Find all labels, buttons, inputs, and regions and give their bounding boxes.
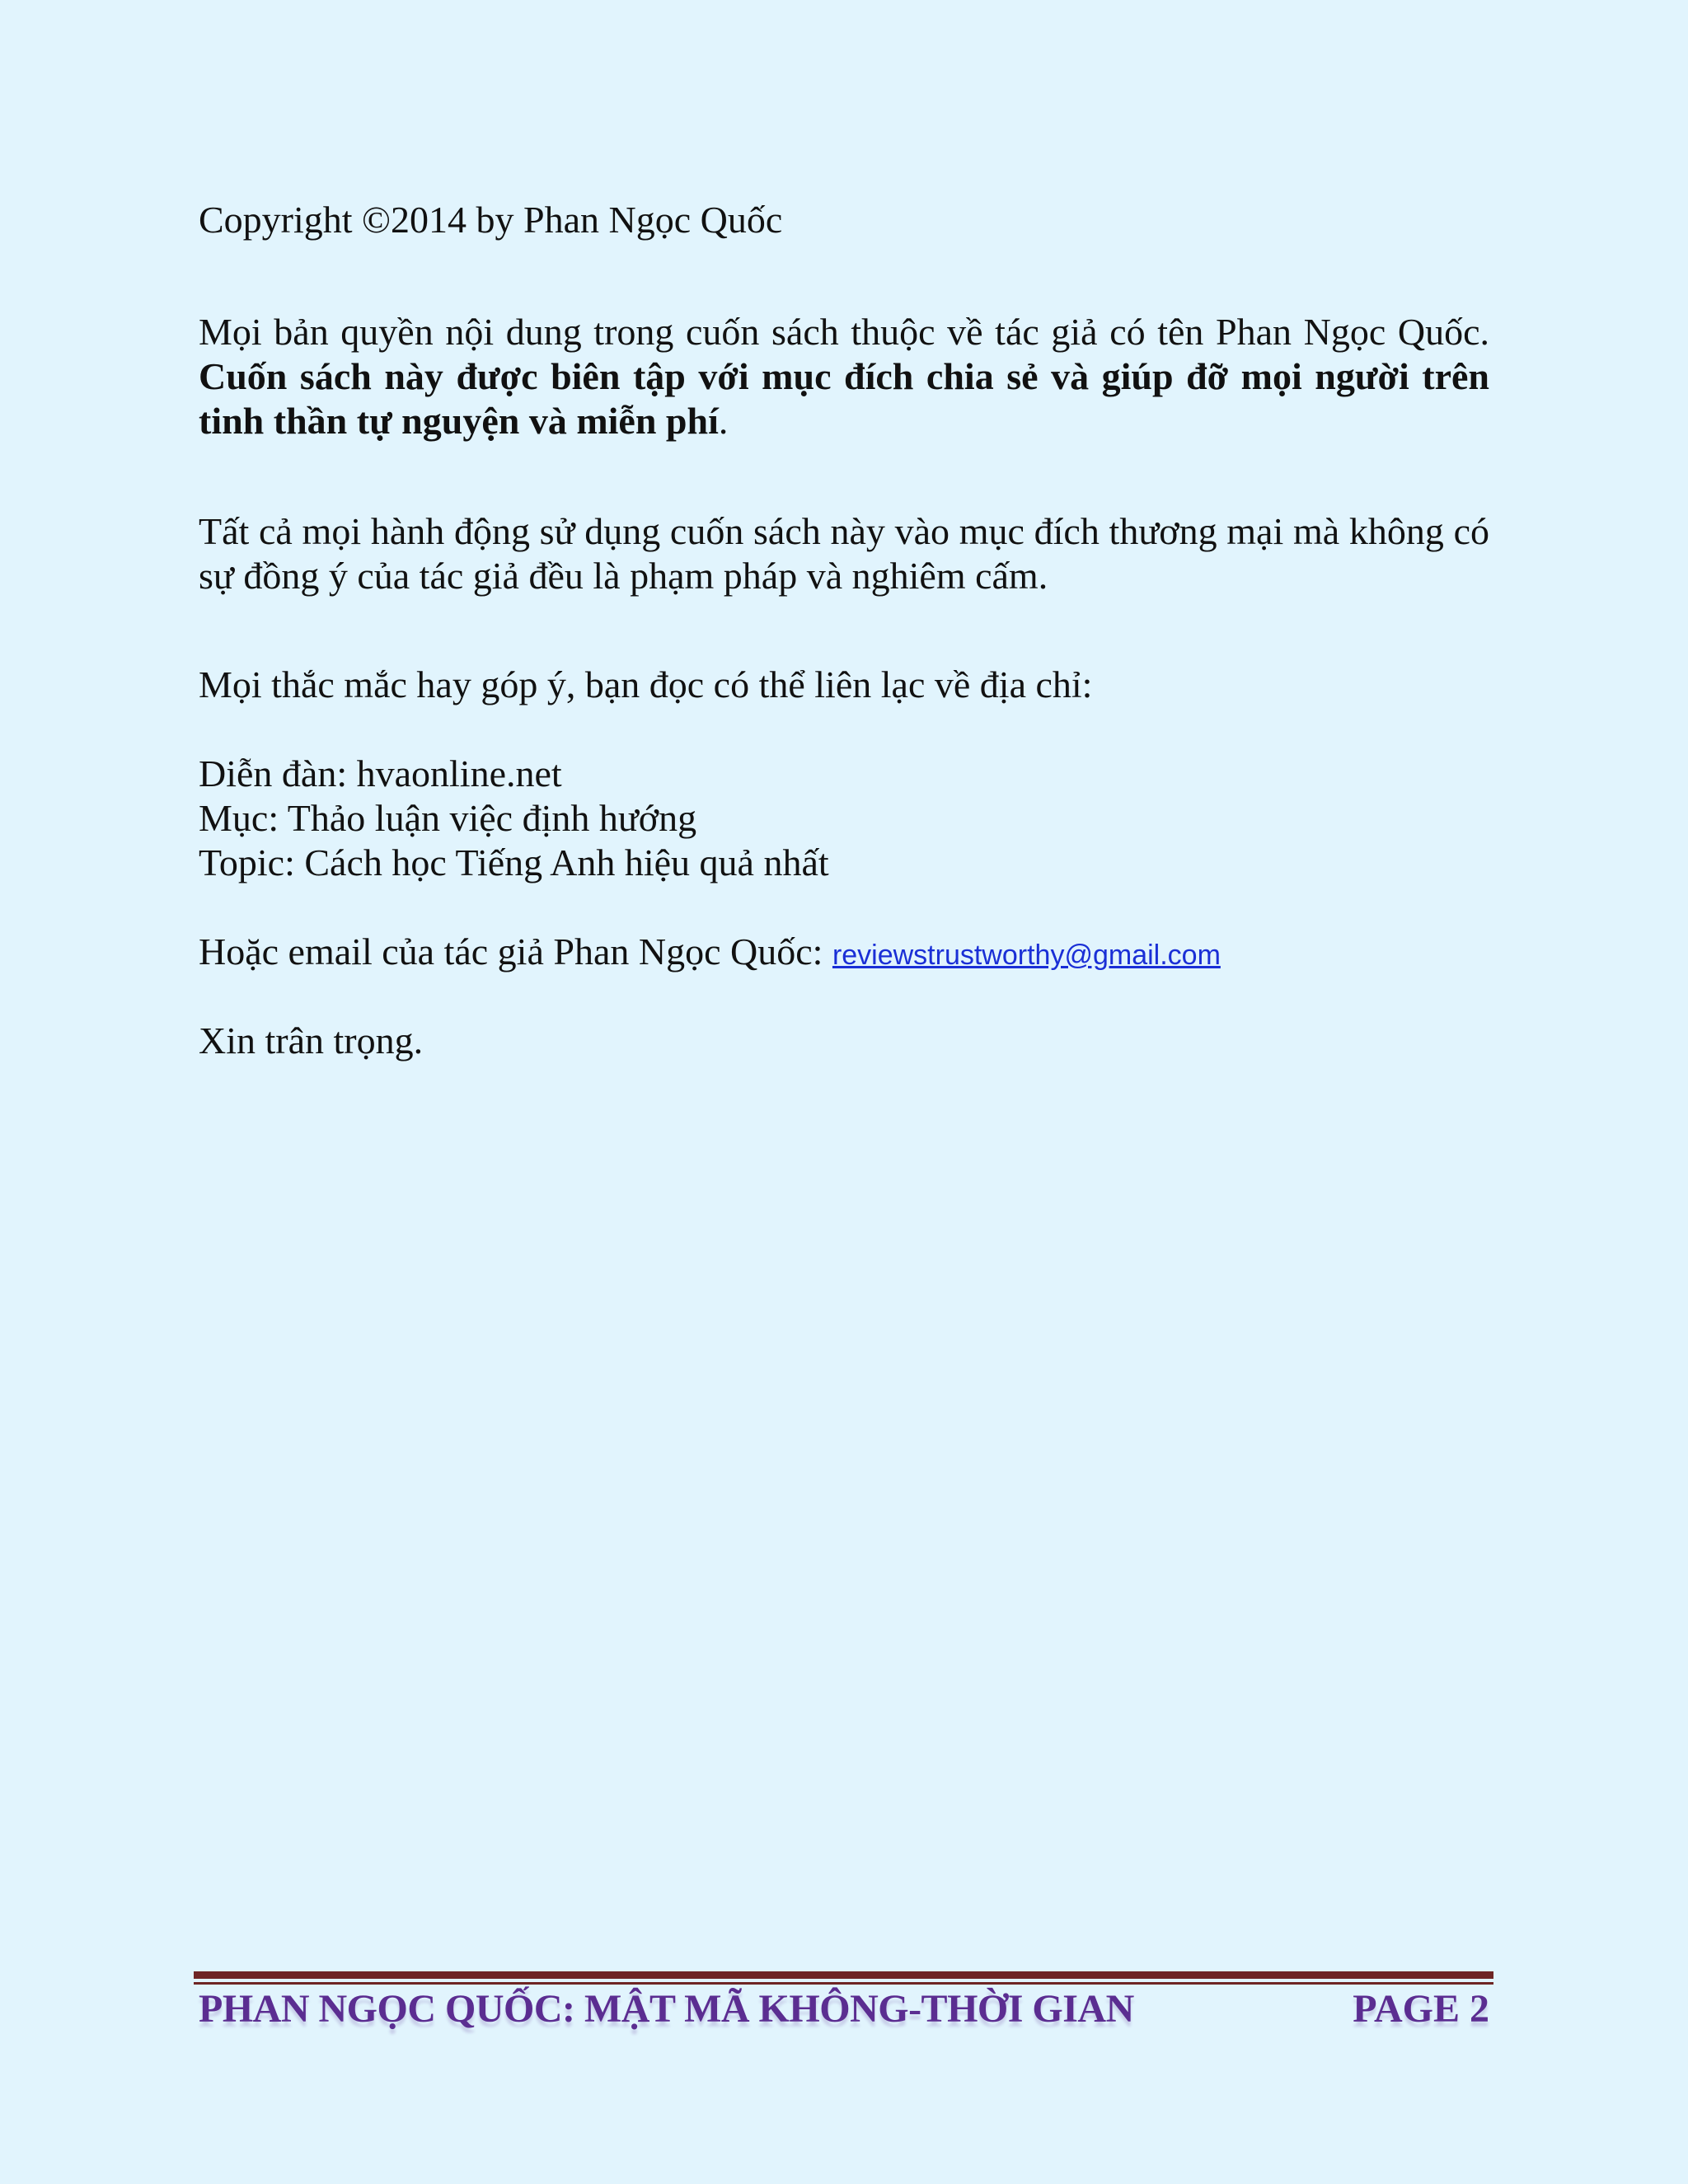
copyright-line: Copyright ©2014 by Phan Ngọc Quốc bbox=[199, 199, 783, 241]
forum-topic-line: Topic: Cách học Tiếng Anh hiệu quả nhất bbox=[199, 841, 829, 883]
footer-rule-thick bbox=[194, 1971, 1493, 1979]
page-footer bbox=[199, 1986, 1489, 2044]
footer-rule-thin bbox=[194, 1982, 1493, 1985]
rights-text: Mọi bản quyền nội dung trong cuốn sách thuộc về tác giả có tên Phan Ngọc Quốc. bbox=[199, 311, 1489, 353]
forum-line: Diễn đàn: hvaonline.net bbox=[199, 752, 562, 794]
email-line bbox=[199, 930, 1489, 977]
contact-intro: Mọi thắc mắc hay góp ý, bạn đọc có thể liên lạc về địa chỉ: bbox=[199, 663, 1093, 705]
closing-line: Xin trân trọng. bbox=[199, 1019, 424, 1062]
forum-section-line: Mục: Thảo luận việc định hướng bbox=[199, 797, 697, 839]
footer-page-number: PAGE 2 bbox=[1353, 1987, 1489, 2031]
email-prefix: Hoặc email của tác giả Phan Ngọc Quốc: bbox=[199, 930, 832, 972]
rights-paragraph bbox=[199, 310, 1489, 443]
email-link[interactable]: reviewstrustworthy@gmail.com bbox=[832, 940, 1221, 971]
rights-end: . bbox=[718, 400, 729, 442]
prohibition-paragraph: Tất cả mọi hành động sử dụng cuốn sách này vào mục đích thương mại mà không có sự đồng ý của tác giả đều là phạm pháp và nghiêm cấm. bbox=[199, 510, 1489, 597]
footer-title: PHAN NGỌC QUỐC: MẬT MÃ KHÔNG-THỜI GIAN bbox=[199, 1987, 1134, 2031]
rights-bold-text: Cuốn sách này được biên tập với mục đích chia sẻ và giúp đỡ mọi người trên tinh thần tự nguyện và miễn phí bbox=[199, 355, 1489, 442]
